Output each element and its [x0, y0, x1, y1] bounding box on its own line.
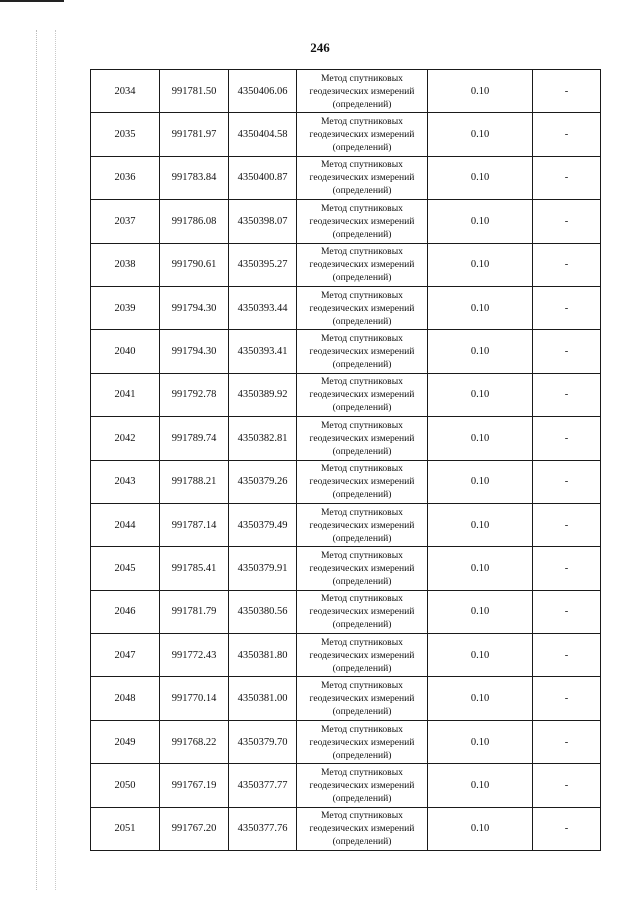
- y-coordinate-cell: 4350381.00: [229, 677, 297, 720]
- scan-margin-lines: [36, 30, 67, 890]
- method-cell: [297, 764, 428, 807]
- y-coordinate-cell: 4350379.49: [229, 503, 297, 546]
- y-coordinate-cell: 4350393.41: [229, 330, 297, 373]
- point-id-cell: 2051: [91, 807, 160, 850]
- accuracy-cell: 0.10: [428, 807, 533, 850]
- table-row: [91, 417, 601, 460]
- method-line: (определений): [332, 402, 392, 414]
- method-line: геодезических измерений: [309, 779, 415, 791]
- note-cell: -: [533, 720, 601, 763]
- y-coordinate-cell: 4350404.58: [229, 113, 297, 156]
- method-cell: [297, 243, 428, 286]
- method-cell: [297, 807, 428, 850]
- y-coordinate-cell: 4350379.26: [229, 460, 297, 503]
- method-line: (определений): [332, 272, 392, 284]
- top-rule: [0, 0, 64, 2]
- accuracy-cell: 0.10: [428, 200, 533, 243]
- point-id-cell: 2035: [91, 113, 160, 156]
- note-cell: -: [533, 764, 601, 807]
- accuracy-cell: 0.10: [428, 330, 533, 373]
- accuracy-cell: 0.10: [428, 373, 533, 416]
- x-coordinate-cell: 991787.14: [160, 503, 229, 546]
- method-line: геодезических измерений: [309, 823, 415, 835]
- method-line: (определений): [332, 228, 392, 240]
- method-cell: [297, 460, 428, 503]
- point-id-cell: 2042: [91, 417, 160, 460]
- accuracy-cell: 0.10: [428, 243, 533, 286]
- x-coordinate-cell: 991781.50: [160, 70, 229, 113]
- x-coordinate-cell: 991781.79: [160, 590, 229, 633]
- table-row: [91, 286, 601, 329]
- method-cell: [297, 373, 428, 416]
- method-line: Метод спутниковых: [321, 810, 403, 822]
- note-cell: -: [533, 330, 601, 373]
- method-line: Метод спутниковых: [321, 72, 403, 84]
- method-line: Метод спутниковых: [321, 766, 403, 778]
- point-id-cell: 2046: [91, 590, 160, 633]
- point-id-cell: 2045: [91, 547, 160, 590]
- accuracy-cell: 0.10: [428, 286, 533, 329]
- point-id-cell: 2049: [91, 720, 160, 763]
- method-line: геодезических измерений: [309, 389, 415, 401]
- method-line: (определений): [332, 662, 392, 674]
- method-cell: [297, 417, 428, 460]
- note-cell: -: [533, 113, 601, 156]
- method-cell: [297, 590, 428, 633]
- coordinates-table: [90, 69, 601, 851]
- x-coordinate-cell: 991790.61: [160, 243, 229, 286]
- table-row: [91, 200, 601, 243]
- x-coordinate-cell: 991781.97: [160, 113, 229, 156]
- x-coordinate-cell: 991794.30: [160, 286, 229, 329]
- note-cell: -: [533, 547, 601, 590]
- method-line: (определений): [332, 315, 392, 327]
- method-line: геодезических измерений: [309, 736, 415, 748]
- x-coordinate-cell: 991772.43: [160, 634, 229, 677]
- method-line: (определений): [332, 575, 392, 587]
- method-line: Метод спутниковых: [321, 289, 403, 301]
- point-id-cell: 2040: [91, 330, 160, 373]
- method-line: геодезических измерений: [309, 85, 415, 97]
- y-coordinate-cell: 4350395.27: [229, 243, 297, 286]
- y-coordinate-cell: 4350380.56: [229, 590, 297, 633]
- point-id-cell: 2037: [91, 200, 160, 243]
- note-cell: -: [533, 156, 601, 199]
- table-row: [91, 720, 601, 763]
- note-cell: -: [533, 286, 601, 329]
- x-coordinate-cell: 991785.41: [160, 547, 229, 590]
- point-id-cell: 2047: [91, 634, 160, 677]
- table-row: [91, 373, 601, 416]
- table-row: [91, 243, 601, 286]
- method-cell: [297, 330, 428, 373]
- note-cell: -: [533, 503, 601, 546]
- note-cell: -: [533, 200, 601, 243]
- table-row: [91, 113, 601, 156]
- method-line: (определений): [332, 98, 392, 110]
- table-row: [91, 156, 601, 199]
- method-line: геодезических измерений: [309, 693, 415, 705]
- method-line: геодезических измерений: [309, 302, 415, 314]
- method-cell: [297, 634, 428, 677]
- page-number: 246: [310, 40, 330, 55]
- method-cell: [297, 286, 428, 329]
- point-id-cell: 2041: [91, 373, 160, 416]
- method-line: (определений): [332, 749, 392, 761]
- method-line: (определений): [332, 619, 392, 631]
- note-cell: -: [533, 460, 601, 503]
- y-coordinate-cell: 4350379.91: [229, 547, 297, 590]
- method-line: (определений): [332, 792, 392, 804]
- method-line: Метод спутниковых: [321, 202, 403, 214]
- note-cell: -: [533, 677, 601, 720]
- method-line: Метод спутниковых: [321, 159, 403, 171]
- x-coordinate-cell: 991783.84: [160, 156, 229, 199]
- accuracy-cell: 0.10: [428, 764, 533, 807]
- note-cell: -: [533, 634, 601, 677]
- table-row: [91, 807, 601, 850]
- accuracy-cell: 0.10: [428, 417, 533, 460]
- point-id-cell: 2050: [91, 764, 160, 807]
- note-cell: -: [533, 243, 601, 286]
- method-line: геодезических измерений: [309, 476, 415, 488]
- point-id-cell: 2036: [91, 156, 160, 199]
- method-line: геодезических измерений: [309, 215, 415, 227]
- table-row: [91, 503, 601, 546]
- x-coordinate-cell: 991786.08: [160, 200, 229, 243]
- method-line: (определений): [332, 489, 392, 501]
- point-id-cell: 2039: [91, 286, 160, 329]
- y-coordinate-cell: 4350381.80: [229, 634, 297, 677]
- x-coordinate-cell: 991768.22: [160, 720, 229, 763]
- accuracy-cell: 0.10: [428, 70, 533, 113]
- x-coordinate-cell: 991767.19: [160, 764, 229, 807]
- table-row: [91, 330, 601, 373]
- table-row: [91, 677, 601, 720]
- method-line: (определений): [332, 359, 392, 371]
- y-coordinate-cell: 4350398.07: [229, 200, 297, 243]
- accuracy-cell: 0.10: [428, 460, 533, 503]
- method-line: геодезических измерений: [309, 259, 415, 271]
- method-line: Метод спутниковых: [321, 419, 403, 431]
- accuracy-cell: 0.10: [428, 503, 533, 546]
- method-line: геодезических измерений: [309, 519, 415, 531]
- method-line: Метод спутниковых: [321, 376, 403, 388]
- method-cell: [297, 547, 428, 590]
- table-row: [91, 764, 601, 807]
- method-line: Метод спутниковых: [321, 506, 403, 518]
- y-coordinate-cell: 4350382.81: [229, 417, 297, 460]
- note-cell: -: [533, 807, 601, 850]
- coordinates-table-body: [91, 70, 601, 851]
- method-line: геодезических измерений: [309, 129, 415, 141]
- table-row: [91, 460, 601, 503]
- method-line: Метод спутниковых: [321, 680, 403, 692]
- method-cell: [297, 156, 428, 199]
- note-cell: -: [533, 417, 601, 460]
- y-coordinate-cell: 4350400.87: [229, 156, 297, 199]
- accuracy-cell: 0.10: [428, 634, 533, 677]
- x-coordinate-cell: 991794.30: [160, 330, 229, 373]
- x-coordinate-cell: 991788.21: [160, 460, 229, 503]
- accuracy-cell: 0.10: [428, 677, 533, 720]
- point-id-cell: 2034: [91, 70, 160, 113]
- accuracy-cell: 0.10: [428, 590, 533, 633]
- note-cell: -: [533, 373, 601, 416]
- x-coordinate-cell: 991770.14: [160, 677, 229, 720]
- x-coordinate-cell: 991792.78: [160, 373, 229, 416]
- accuracy-cell: 0.10: [428, 720, 533, 763]
- table-row: [91, 70, 601, 113]
- method-line: геодезических измерений: [309, 172, 415, 184]
- method-cell: [297, 503, 428, 546]
- y-coordinate-cell: 4350379.70: [229, 720, 297, 763]
- method-line: Метод спутниковых: [321, 463, 403, 475]
- method-line: геодезических измерений: [309, 432, 415, 444]
- point-id-cell: 2038: [91, 243, 160, 286]
- accuracy-cell: 0.10: [428, 547, 533, 590]
- accuracy-cell: 0.10: [428, 156, 533, 199]
- table-row: [91, 634, 601, 677]
- method-cell: [297, 677, 428, 720]
- method-line: (определений): [332, 706, 392, 718]
- y-coordinate-cell: 4350377.76: [229, 807, 297, 850]
- note-cell: -: [533, 590, 601, 633]
- method-line: (определений): [332, 445, 392, 457]
- method-line: Метод спутниковых: [321, 723, 403, 735]
- method-line: геодезических измерений: [309, 649, 415, 661]
- method-line: геодезических измерений: [309, 346, 415, 358]
- method-cell: [297, 70, 428, 113]
- method-line: (определений): [332, 142, 392, 154]
- point-id-cell: 2048: [91, 677, 160, 720]
- table-row: [91, 547, 601, 590]
- method-line: Метод спутниковых: [321, 636, 403, 648]
- method-line: (определений): [332, 532, 392, 544]
- method-cell: [297, 113, 428, 156]
- method-line: (определений): [332, 836, 392, 848]
- method-line: Метод спутниковых: [321, 549, 403, 561]
- table-row: [91, 590, 601, 633]
- method-line: геодезических измерений: [309, 562, 415, 574]
- method-cell: [297, 200, 428, 243]
- y-coordinate-cell: 4350389.92: [229, 373, 297, 416]
- point-id-cell: 2043: [91, 460, 160, 503]
- x-coordinate-cell: 991767.20: [160, 807, 229, 850]
- method-line: Метод спутниковых: [321, 333, 403, 345]
- method-cell: [297, 720, 428, 763]
- method-line: Метод спутниковых: [321, 246, 403, 258]
- y-coordinate-cell: 4350377.77: [229, 764, 297, 807]
- x-coordinate-cell: 991789.74: [160, 417, 229, 460]
- accuracy-cell: 0.10: [428, 113, 533, 156]
- method-line: (определений): [332, 185, 392, 197]
- method-line: Метод спутниковых: [321, 116, 403, 128]
- y-coordinate-cell: 4350393.44: [229, 286, 297, 329]
- method-line: геодезических измерений: [309, 606, 415, 618]
- point-id-cell: 2044: [91, 503, 160, 546]
- note-cell: -: [533, 70, 601, 113]
- method-line: Метод спутниковых: [321, 593, 403, 605]
- y-coordinate-cell: 4350406.06: [229, 70, 297, 113]
